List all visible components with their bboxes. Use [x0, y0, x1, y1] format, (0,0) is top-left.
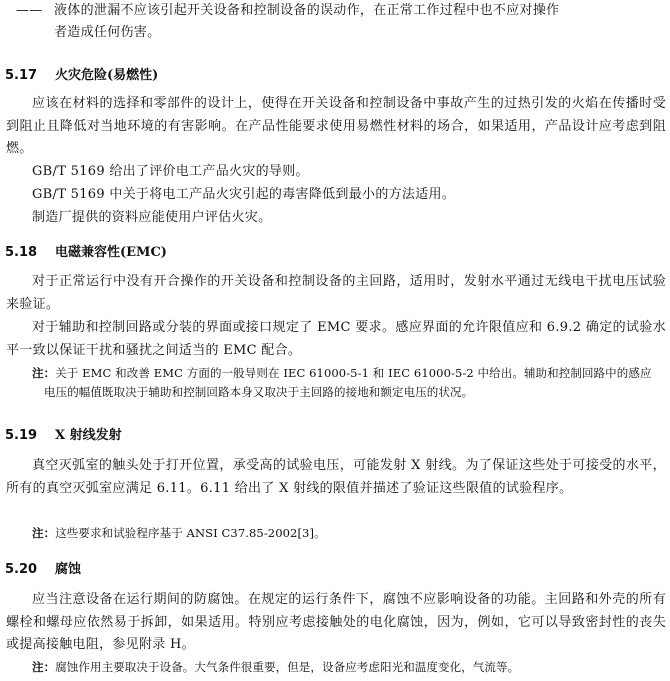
note-line1: 关于 EMC 和改善 EMC 方面的一般导则在 IEC 61000-5-1 和 IEC 61000-5-2 中给出。辅助和控制回路中的感应: [55, 366, 652, 380]
intro-item-line2: 者造成任何伤害。: [54, 25, 161, 40]
note-text: 腐蚀作用主要取决于设备。大气条件很重要，但是，设备应考虑阳光和温度变化，气流等。: [55, 660, 520, 674]
s517-paragraph-1: 应该在材料的选择和零部件的设计上，使得在开关设备和控制设备中事故产生的过热引发的火焰在传播时受到阻止且降低对当地环境的有害影响。在产品性能要求使用易燃性材料的场合，如果适用，产品设计应考虑到阻燃。: [6, 96, 666, 156]
note-label: 注：: [32, 660, 56, 674]
s517-line-3: GB/T 5169 中关于将电工产品火灾引起的毒害降低到最小的方法适用。: [32, 187, 456, 202]
section-number: 5.20: [5, 562, 38, 577]
note-label: 注：: [32, 526, 56, 540]
section-title: 电磁兼容性(EMC): [55, 245, 167, 260]
section-heading-5-17: [5, 64, 158, 83]
section-title: 腐蚀: [55, 562, 82, 577]
note-text: 这些要求和试验程序基于 ANSI C37.85-2002[3]。: [55, 526, 326, 540]
s520-paragraph-1: 应当注意设备在运行期间的防腐蚀。在规定的运行条件下，腐蚀不应影响设备的功能。主回路和外壳的所有螺栓和螺母应依然易于拆卸，如果适用。特别应考虑接触处的电化腐蚀，因为，例如，它可以导致密封性的丧失或提高接触电阻，参见附录 H。: [6, 592, 666, 652]
note-label: 注：: [32, 366, 56, 380]
s518-note: [32, 364, 666, 402]
em-dash: ——: [16, 3, 43, 18]
section-heading-5-20: [5, 558, 81, 577]
s518-paragraph-2: 对于辅助和控制回路或分装的界面或接口规定了 EMC 要求。感应界面的允许限值应和 6.9.2 确定的试验水平一致以保证干扰和骚扰之间适当的 EMC 配合。: [6, 320, 666, 358]
section-title: 火灾危险(易燃性): [55, 68, 159, 83]
section-number: 5.19: [5, 428, 38, 443]
s518-paragraph-1: 对于正常运行中没有开合操作的开关设备和控制设备的主回路，适用时，发射水平通过无线电干扰电压试验来验证。: [6, 274, 666, 312]
s517-line-4: 制造厂提供的资料应能使用户评估火灾。: [32, 210, 272, 225]
section-title: X 射线发射: [55, 428, 122, 443]
intro-item-line1: 液体的泄漏不应该引起开关设备和控制设备的误动作，在正常工作过程中也不应对操作: [54, 3, 560, 18]
section-heading-5-18: [5, 241, 167, 260]
section-number: 5.17: [5, 68, 38, 83]
note-line2: 电压的幅值既取决于辅助和控制回路本身又取决于主回路的接地和额定电压的状况。: [44, 385, 474, 399]
s517-line-2: GB/T 5169 给出了评价电工产品火灾的导则。: [32, 164, 309, 179]
s519-note: [32, 524, 666, 543]
section-number: 5.18: [5, 245, 38, 260]
s520-note: [32, 658, 666, 677]
intro-list-item: [16, 0, 666, 44]
section-heading-5-19: [5, 424, 122, 443]
s519-paragraph-1: 真空灭弧室的触头处于打开位置，承受高的试验电压，可能发射 X 射线。为了保证这些处于可接受的水平，所有的真空灭弧室应满足 6.11。6.11 给出了 X 射线的限值并描述了验证这些限值的试验程序。: [6, 458, 666, 496]
